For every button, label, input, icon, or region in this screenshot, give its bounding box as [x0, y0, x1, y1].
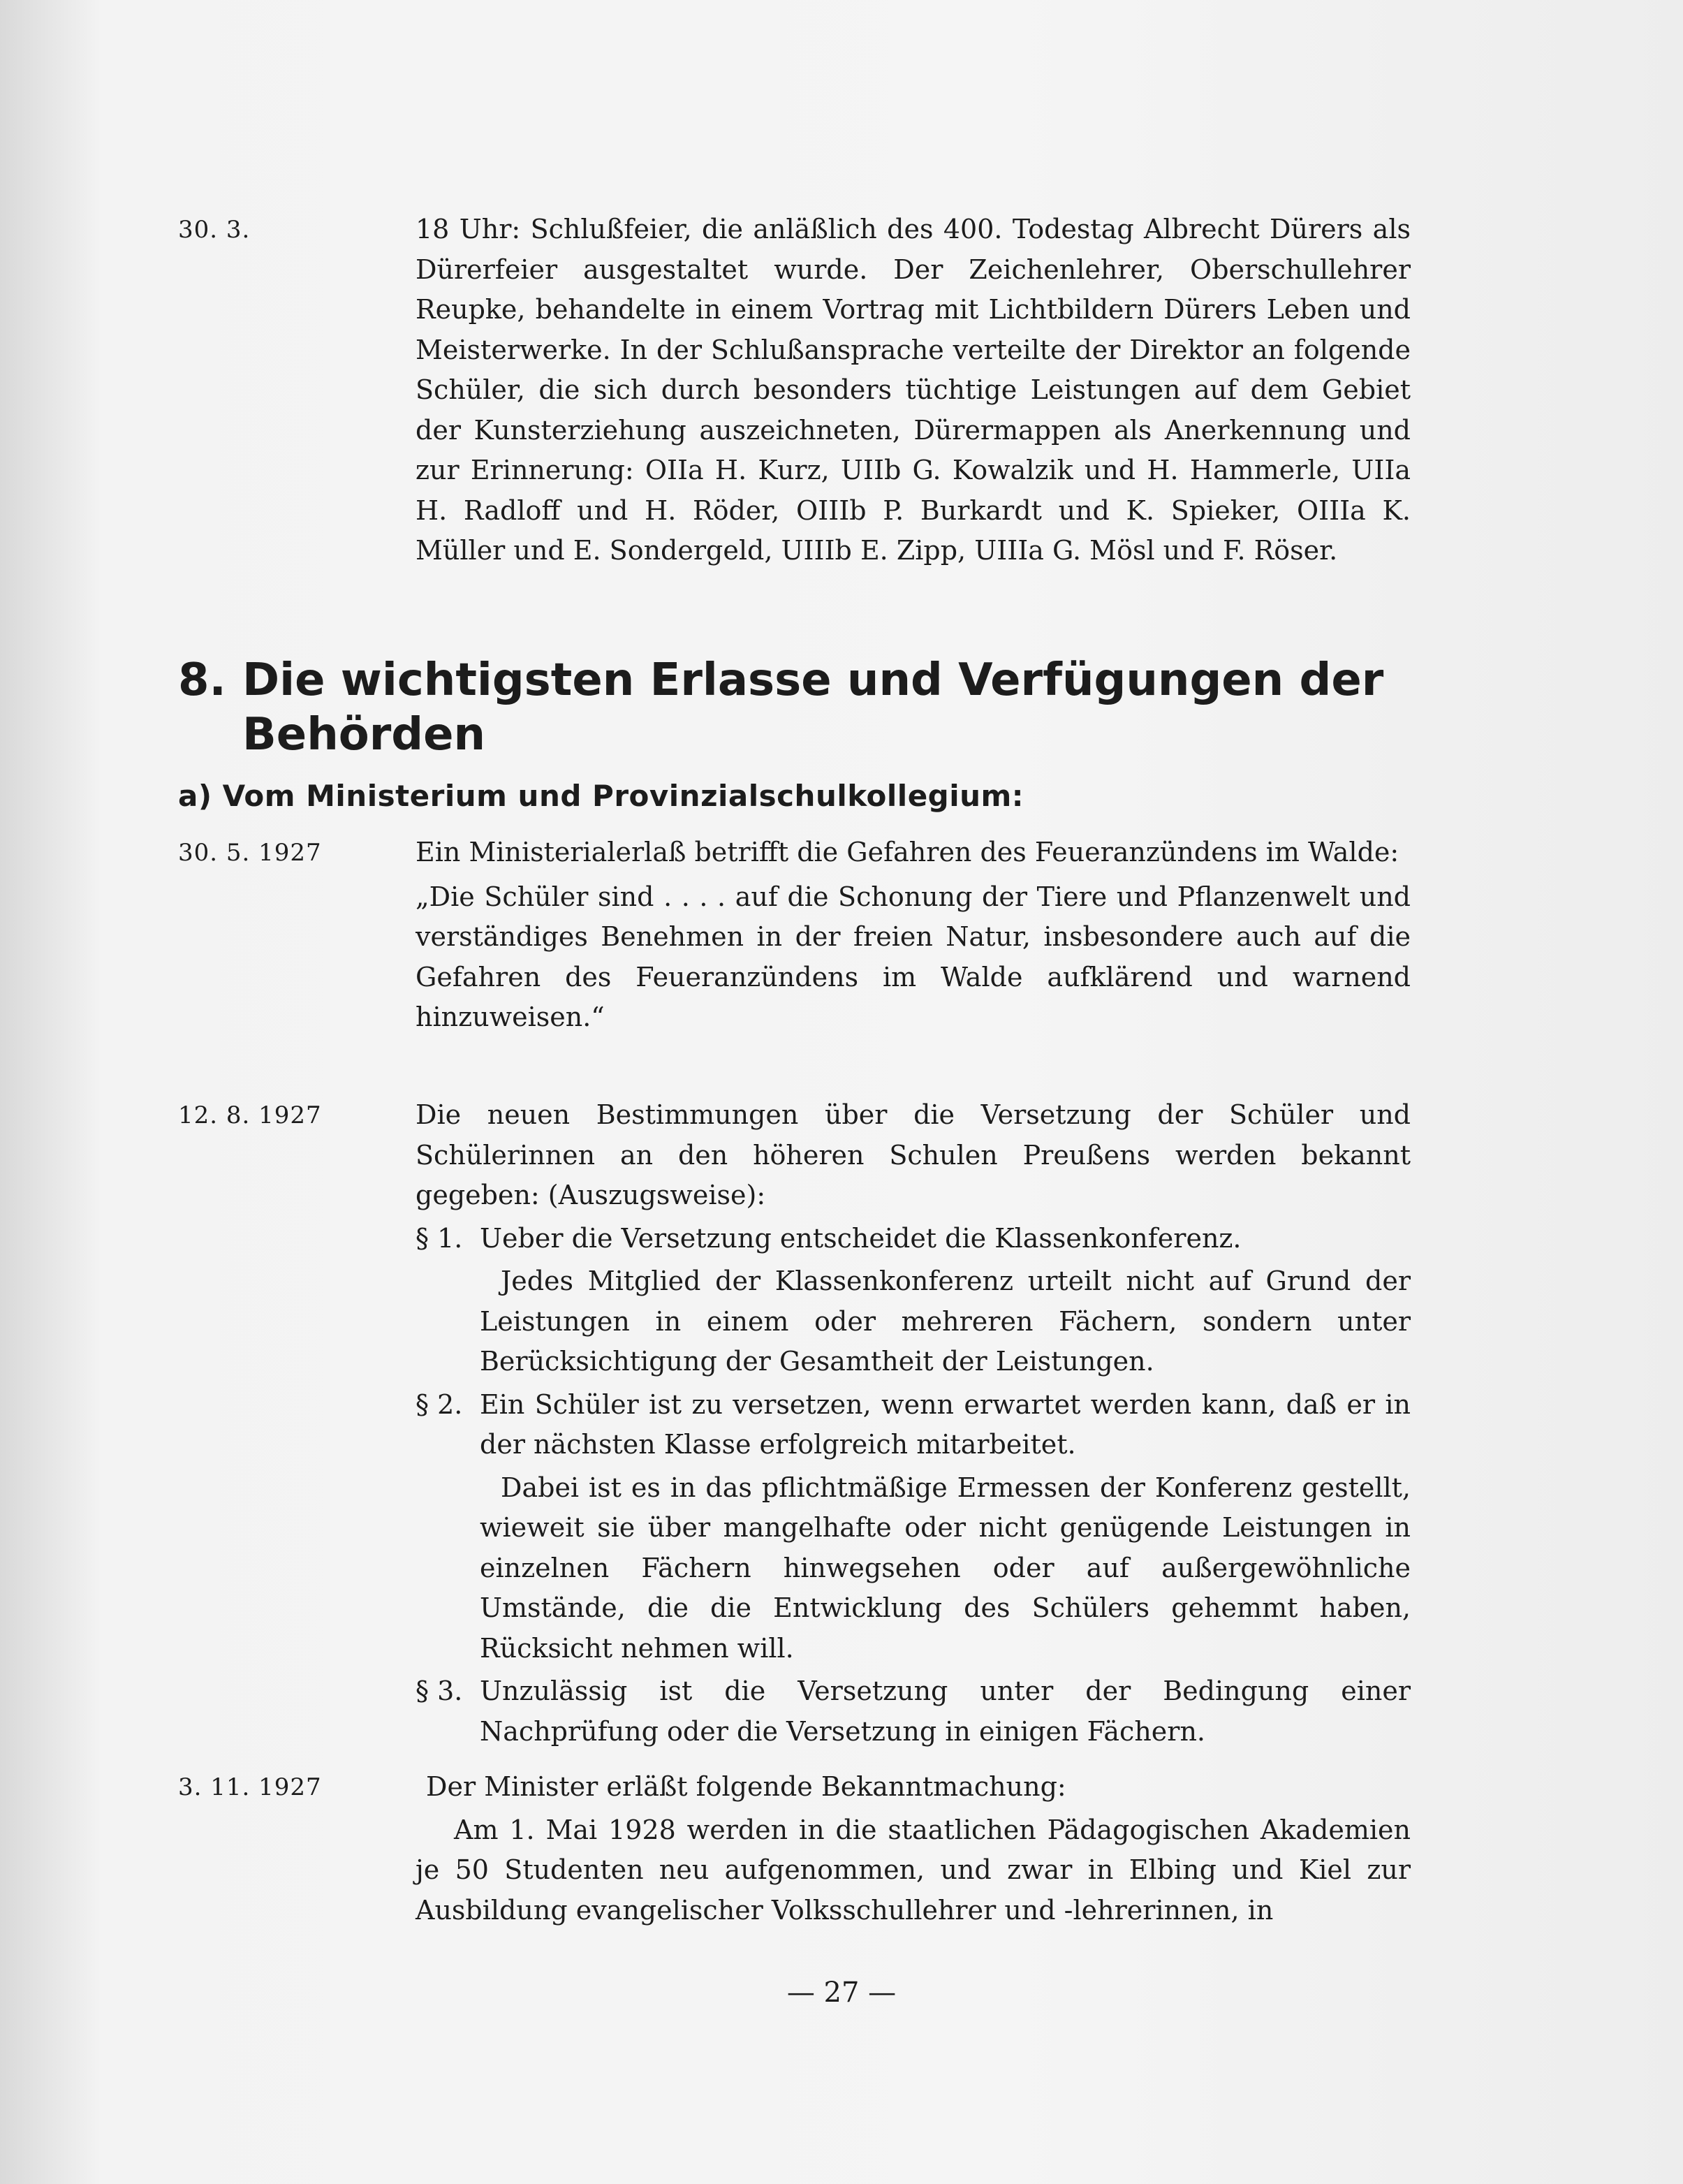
entry-body: [416, 1767, 1411, 1930]
section-title-line1: Die wichtigsten Erlasse und Verfügungen der: [242, 654, 1384, 706]
paragraph-text-block: [480, 1671, 1411, 1754]
paragraph-symbol: § 3.: [416, 1676, 463, 1706]
entry-3-11-1927: [178, 1767, 1425, 1933]
paragraph-3: [416, 1671, 1411, 1754]
paragraph-2: [416, 1385, 1411, 1672]
paragraph-text-block: [480, 1219, 1411, 1385]
paragraph-symbol: § 2.: [416, 1388, 463, 1420]
section-title-line2: Behörden: [242, 709, 486, 761]
entry-body: [416, 833, 1411, 1038]
section-subheading: a) Vom Ministerium und Provinzialschulkollegium:: [178, 779, 1024, 813]
entry-text: Die neuen Bestimmungen über die Versetzung der Schüler und Schülerinnen an den höheren Schulen Preußens werden bekannt gegeben: (Auszugsweise):: [416, 1099, 1411, 1210]
paragraph-1: [416, 1219, 1411, 1385]
section-heading: [178, 653, 1435, 762]
entry-text: 18 Uhr: Schlußfeier, die anläßlich des 400. Todestag Albrecht Dürers als Dürerfeier ausgestaltet wurde. Der Zeichenlehrer, Oberschullehrer Reupke, behandelte in einem Vortrag mit Lichtbildern Dürers Leben und Meisterwerke. In der Schlußansprache verteilte der Direktor an folgende Schüler, die sich durch besonders tüchtige Leistungen auf dem Gebiet der Kunsterziehung auszeichneten, Dürermappen als Anerkennung und zur Erinnerung: OIIa H. Kurz, UIIb G. Kowalzik und H. Hammerle, UIIa H. Radloff und H. Röder, OIIIb P. Burkardt und K. Spieker, OIIIa K. Müller und E. Sondergeld, UIIIb E. Zipp, UIIIa G. Mösl und F. Röser.: [416, 214, 1411, 566]
entry-body: [416, 1095, 1411, 1754]
entry-text: Der Minister erläßt folgende Bekanntmachung:: [426, 1771, 1066, 1802]
entry-date: 30. 3.: [178, 216, 251, 244]
entry-date: 3. 11. 1927: [178, 1773, 322, 1801]
entry-30-5-1927: [178, 833, 1425, 1041]
entry-date: 12. 8. 1927: [178, 1101, 322, 1129]
entry-text: Am 1. Mai 1928 werden in die staatlichen Pädagogischen Akademien je 50 Studenten neu aufgenommen, und zwar in Elbing und Kiel zur Ausbildung evangelischer Volksschullehrer und -lehrerinnen, in: [416, 1814, 1411, 1926]
entry-date: 30. 5. 1927: [178, 839, 322, 867]
paragraph-text-block: [480, 1385, 1411, 1672]
paragraph-text: Ueber die Versetzung entscheidet die Klassenkonferenz.: [480, 1222, 1242, 1254]
entry-12-8-1927: [178, 1095, 1425, 1754]
paragraph-text: Ein Schüler ist zu versetzen, wenn erwartet werden kann, daß er in der nächsten Klasse erfolgreich mitarbeitet.: [480, 1388, 1411, 1460]
paragraph-text: Jedes Mitglied der Klassenkonferenz urteilt nicht auf Grund der Leistungen in einem oder mehreren Fächern, sondern unter Berücksichtigung der Gesamtheit der Leistungen.: [480, 1266, 1411, 1377]
page-number: — 27 —: [786, 1977, 897, 2009]
entry-quote: „Die Schüler sind . . . . auf die Schonung der Tiere und Pflanzenwelt und verständiges Benehmen in der freien Natur, insbesondere auch auf die Gefahren des Feueranzündens im Walde aufklärend und warnend hinzuweisen.“: [416, 881, 1411, 1032]
paragraph-text: Dabei ist es in das pflichtmäßige Ermessen der Konferenz gestellt, wieweit sie über mangelhafte oder nicht genügende Leistungen in einzelnen Fächern hinwegsehen oder auf außergewöhnliche Umstände, die die Entwicklung des Schülers gehemmt haben, Rücksicht nehmen will.: [480, 1472, 1411, 1664]
paragraph-text: Unzulässig ist die Versetzung unter der Bedingung einer Nachprüfung oder die Versetzung in einigen Fächern.: [480, 1676, 1411, 1747]
entry-text: Ein Ministerialerlaß betrifft die Gefahren des Feueranzündens im Walde:: [416, 837, 1399, 867]
entry-30-3: [178, 210, 1425, 574]
paragraph-symbol: § 1.: [416, 1222, 463, 1254]
entry-body: [416, 210, 1411, 571]
section-number: 8.: [178, 654, 226, 706]
